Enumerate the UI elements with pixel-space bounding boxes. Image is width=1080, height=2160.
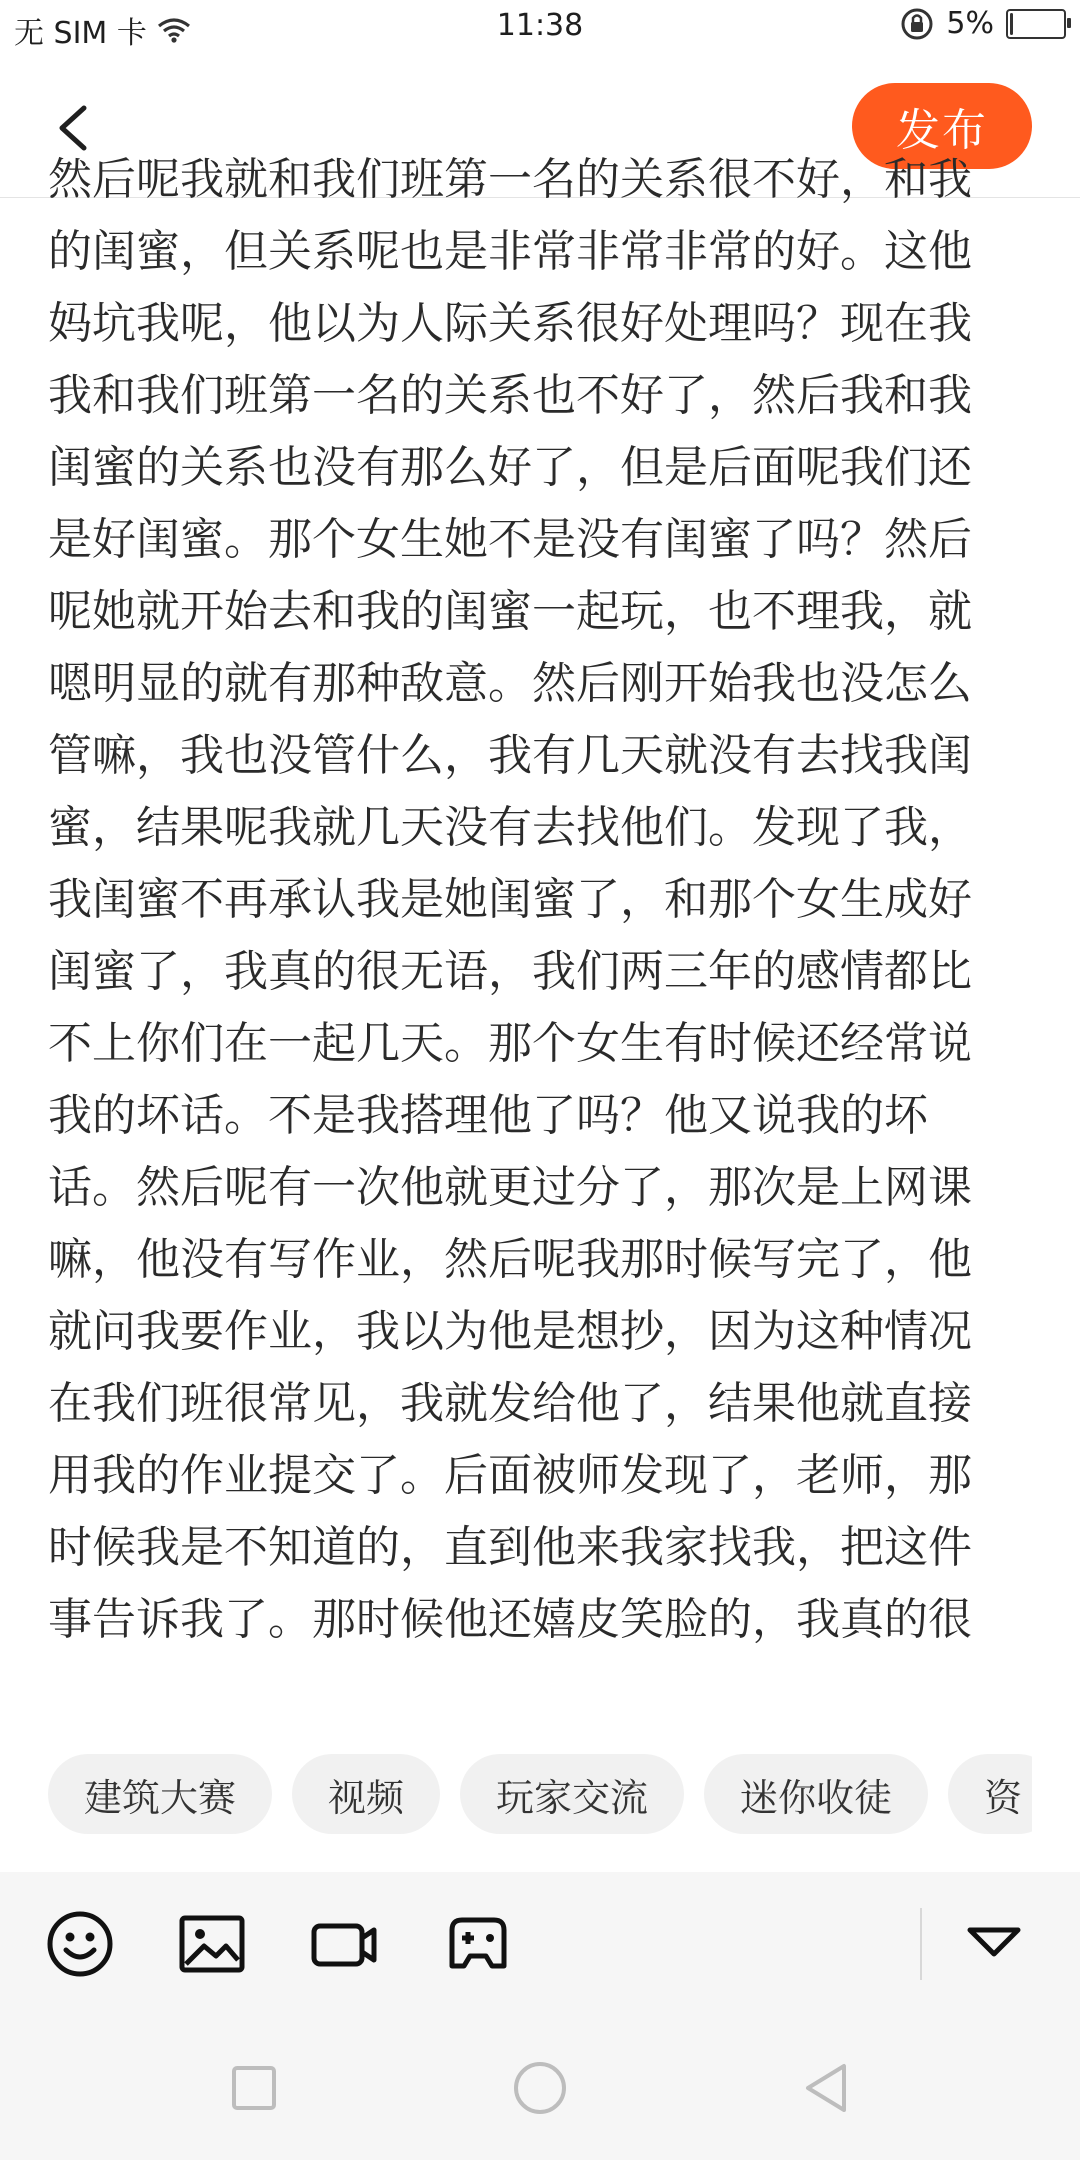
toolbar-divider xyxy=(920,1908,922,1980)
tag-chip[interactable]: 玩家交流 xyxy=(460,1754,684,1834)
home-circle-icon[interactable] xyxy=(508,2056,572,2120)
battery-percent: 5% xyxy=(946,6,994,41)
tags-edge xyxy=(1032,1712,1080,1872)
image-icon[interactable] xyxy=(176,1908,248,1980)
system-nav-bar xyxy=(0,2016,1080,2160)
status-right xyxy=(900,6,1066,41)
battery-icon xyxy=(1006,9,1066,39)
tag-chip[interactable]: 建筑大赛 xyxy=(48,1754,272,1834)
back-triangle-icon[interactable] xyxy=(796,2056,860,2120)
editor-toolbar xyxy=(0,1872,1080,2016)
emoji-icon[interactable] xyxy=(44,1908,116,1980)
tag-chip[interactable]: 资 xyxy=(948,1754,1058,1834)
tag-chip[interactable]: 视频 xyxy=(292,1754,440,1834)
publish-button[interactable]: 发布 xyxy=(852,83,1032,169)
video-icon[interactable] xyxy=(308,1908,380,1980)
post-body-text[interactable]: 然后呢我就和我们班第一名的关系很不好，和我的闺蜜，但关系呢也是非常非常非常的好。这他妈坑我呢，他以为人际关系很好处理吗？现在我我和我们班第一名的关系也不好了，然后我和我闺蜜的关系也没有那么好了，但是后面呢我们还是好闺蜜。那个女生她不是没有闺蜜了吗？然后呢她就开始去和我的闺蜜一起玩，也不理我，就嗯明显的就有那种敌意。然后刚开始我也没怎么管嘛，我也没管什么，我有几天就没有去找我闺蜜，结果呢我就几天没有去找他们。发现了我，我闺蜜不再承认我是她闺蜜了，和那个女生成好闺蜜了，我真的很无语，我们两三年的感情都比不上你们在一起几天。那个女生有时候还经常说我的坏话。不是我搭理他了吗？他又说我的坏话。然后呢有一次他就更过分了，那次是上网课嘛，他没有写作业，然后呢我那时候写完了，他就问我要作业，我以为他是想抄，因为这种情况在我们班很常见，我就发给他了，结果他就直接用我的作业提交了。后面被师发现了，老师，那时候我是不知道的，直到他来我家找我，把这件事告诉我了。那时候他还嬉皮笑脸的，我真的很 xyxy=(48,154,972,1645)
collapse-triangle-icon[interactable] xyxy=(958,1908,1030,1980)
post-body-area[interactable] xyxy=(48,154,998,1712)
recents-square-icon[interactable] xyxy=(222,2056,286,2120)
gamepad-icon[interactable] xyxy=(442,1908,514,1980)
rotation-lock-icon xyxy=(900,7,934,41)
status-time: 11:38 xyxy=(496,8,584,43)
status-bar xyxy=(0,0,1080,56)
topic-tags-row xyxy=(48,1754,1058,1834)
carrier-label: 无 SIM 卡 xyxy=(14,16,147,51)
topic-tags-bar xyxy=(0,1712,1080,1872)
battery-level xyxy=(1010,13,1013,35)
tag-chip[interactable]: 迷你收徒 xyxy=(704,1754,928,1834)
